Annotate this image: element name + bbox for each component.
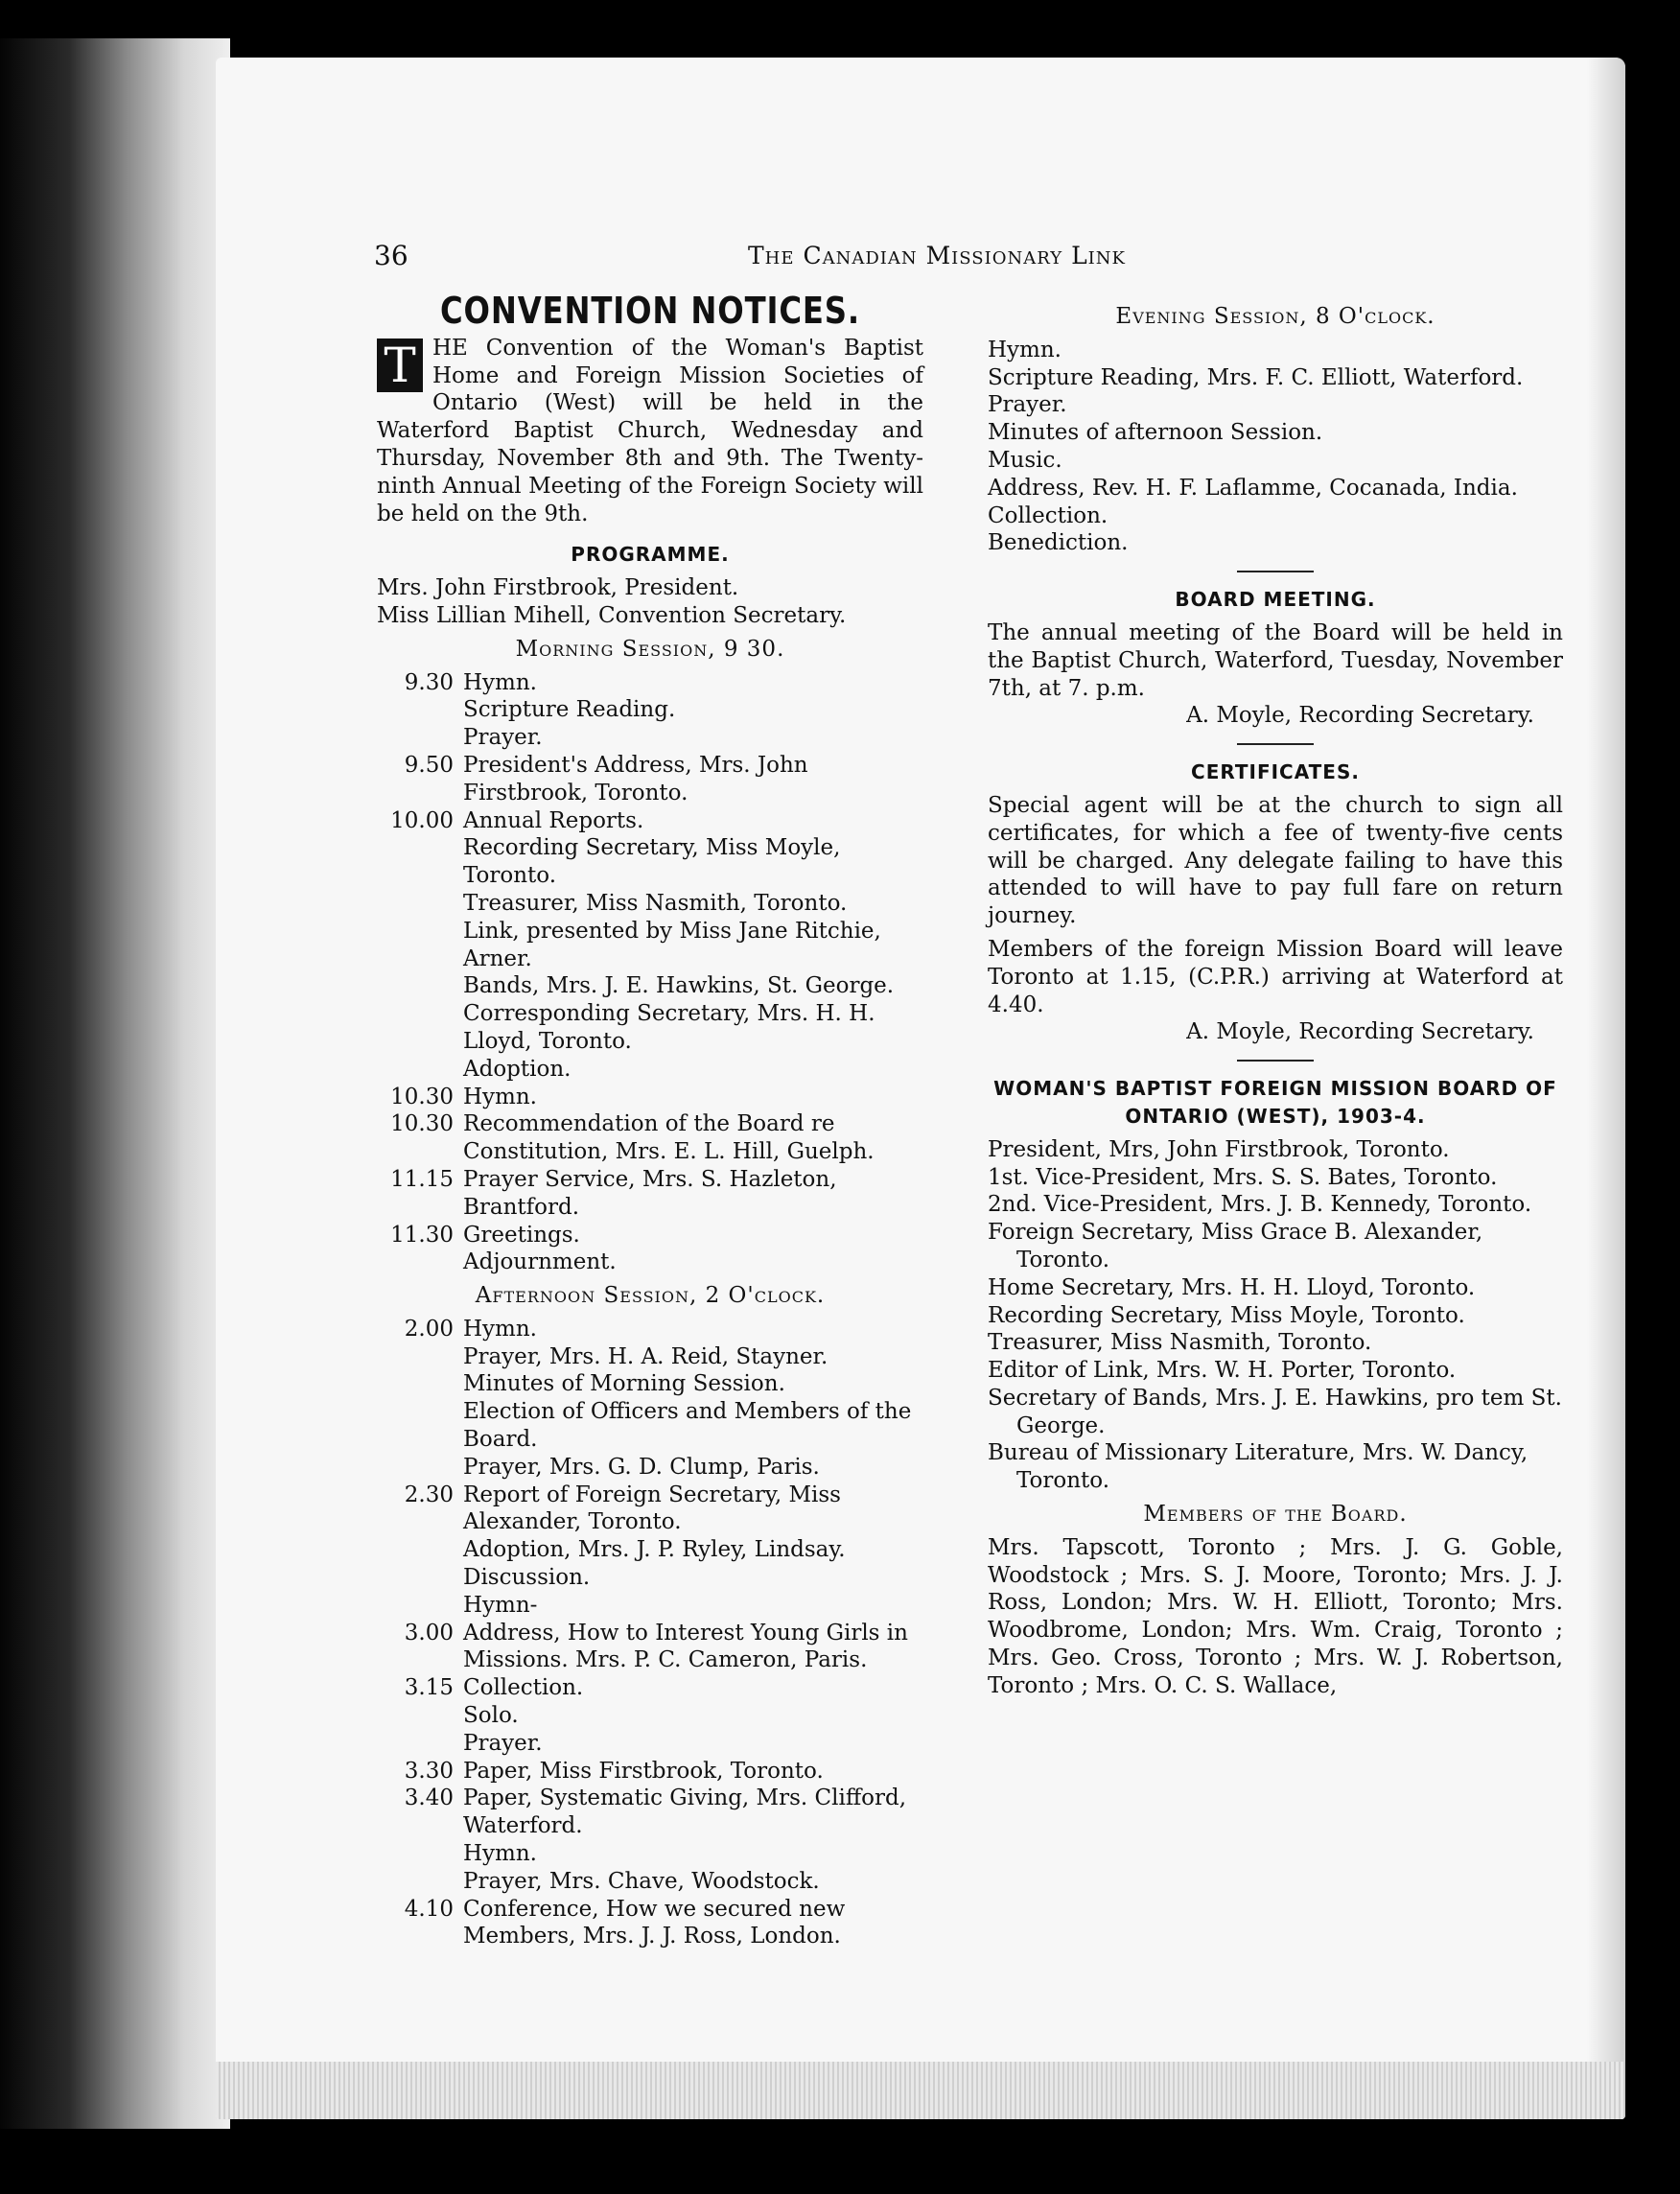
programme-text: Bands, Mrs. J. E. Hawkins, St. George. (463, 973, 895, 999)
programme-text: Collection. (463, 1675, 584, 1701)
programme-text: Link, presented by Miss Jane Ritchie, Arner. (463, 918, 881, 971)
certificates-text: Special agent will be at the church to sign all certificates, for which a fee of twenty-five cents will be charged. Any delegate failing to have this attended to will have to pay full fare on return journey. (988, 792, 1563, 929)
programme-text: Hymn- (463, 1592, 538, 1618)
book-page (216, 58, 1625, 2119)
afternoon-programme (377, 1316, 923, 1950)
book-spine (0, 38, 230, 2129)
programme-item (377, 1482, 923, 1537)
programme-item (377, 1166, 923, 1222)
officer-line: Foreign Secretary, Miss Grace B. Alexander, Toronto. (988, 1220, 1483, 1272)
programme-item (377, 1222, 923, 1249)
evening-item: Collection. (988, 502, 1108, 528)
programme-text: Hymn. (463, 669, 537, 695)
programme-text: Address, How to Interest Young Girls in Missions. Mrs. P. C. Cameron, Paris. (463, 1620, 908, 1673)
officer-line: Home Secretary, Mrs. H. H. Lloyd, Toronto. (988, 1274, 1476, 1300)
programme-text: Prayer. (463, 725, 543, 751)
programme-text: Paper, Miss Firstbrook, Toronto. (463, 1758, 824, 1784)
afternoon-session-heading: Afternoon Session, 2 O'clock. (475, 1283, 826, 1309)
programme-item (377, 724, 923, 752)
programme-item (377, 1620, 923, 1675)
programme-text: Adjournment. (463, 1249, 617, 1275)
evening-item: Music. (988, 447, 1062, 473)
programme-text: Hymn. (463, 1316, 537, 1342)
programme-time (377, 1702, 463, 1730)
programme-time (377, 1454, 463, 1482)
programme-item (377, 1056, 923, 1084)
right-column (988, 297, 1563, 1700)
programme-item (377, 1564, 923, 1592)
programme-time: 3.30 (404, 1758, 454, 1784)
programme-time (377, 972, 463, 1000)
programme-text: Annual Reports. (463, 807, 644, 833)
programme-text: Recording Secretary, Miss Moyle, Toronto. (463, 835, 841, 889)
programme-time: 10.30 (390, 1111, 454, 1137)
programme-item (377, 972, 923, 1000)
programme-item (377, 890, 923, 918)
programme-item (377, 1868, 923, 1896)
programme-time (377, 1868, 463, 1896)
programme-text: Scripture Reading. (463, 697, 676, 723)
convention-title: CONVENTION NOTICES. (439, 290, 861, 332)
page-edge-bottom (216, 2062, 1625, 2119)
programme-time: 4.10 (404, 1896, 454, 1922)
programme-time (377, 1000, 463, 1056)
evening-item: Address, Rev. H. F. Laflamme, Cocanada, India. (988, 475, 1518, 501)
programme-time: 2.00 (404, 1316, 454, 1342)
programme-item (377, 1249, 923, 1276)
programme-item (377, 918, 923, 973)
programme-time (377, 1536, 463, 1564)
programme-time: 11.30 (390, 1222, 454, 1248)
certificates-signature: A. Moyle, Recording Secretary. (1186, 1019, 1534, 1045)
programme-item (377, 1398, 923, 1454)
officers-list (988, 1136, 1563, 1495)
programme-time (377, 1592, 463, 1620)
programme-text: Prayer. (463, 1730, 543, 1756)
page-number: 36 (374, 240, 408, 271)
programme-text: Prayer, Mrs. H. A. Reid, Stayner. (463, 1343, 828, 1369)
programme-time (377, 1370, 463, 1398)
programme-time: 3.15 (404, 1675, 454, 1701)
programme-text: Adoption, Mrs. J. P. Ryley, Lindsay. (463, 1537, 846, 1563)
programme-text: Prayer, Mrs. G. D. Clump, Paris. (463, 1454, 820, 1480)
programme-time (377, 918, 463, 973)
programme-item (377, 752, 923, 807)
programme-time (377, 834, 463, 890)
programme-item (377, 1896, 923, 1951)
divider (1237, 743, 1314, 745)
programme-time (377, 1840, 463, 1868)
officer-line: 1st. Vice-President, Mrs. S. S. Bates, Toronto. (988, 1164, 1498, 1190)
officer-line: Editor of Link, Mrs. W. H. Porter, Toronto. (988, 1358, 1457, 1384)
programme-text: Paper, Systematic Giving, Mrs. Clifford, Waterford. (463, 1786, 907, 1839)
programme-item (377, 1454, 923, 1482)
officer-line: Bureau of Missionary Literature, Mrs. W. Dancy, Toronto. (988, 1440, 1528, 1494)
evening-item: Benediction. (988, 530, 1129, 556)
programme-text: Election of Officers and Members of the Board. (463, 1399, 912, 1453)
divider (1237, 571, 1314, 572)
evening-item: Minutes of afternoon Session. (988, 420, 1323, 446)
programme-time (377, 696, 463, 724)
programme-item (377, 1674, 923, 1702)
president-line: Mrs. John Firstbrook, President. (377, 575, 739, 601)
programme-item (377, 834, 923, 890)
evening-item: Hymn. (988, 337, 1062, 362)
programme-text: Discussion. (463, 1565, 591, 1591)
programme-text: Hymn. (463, 1841, 537, 1867)
programme-time (377, 1564, 463, 1592)
evening-item: Scripture Reading, Mrs. F. C. Elliott, Waterford. (988, 364, 1524, 390)
programme-text: Adoption. (463, 1056, 572, 1082)
programme-text: Report of Foreign Secretary, Miss Alexander, Toronto. (463, 1482, 841, 1535)
programme-text: Prayer Service, Mrs. S. Hazleton, Brantford. (463, 1166, 837, 1220)
programme-text: Greetings. (463, 1222, 580, 1248)
board-meeting-text: The annual meeting of the Board will be held in the Baptist Church, Waterford, Tuesday, November 7th, at 7. p.m. (988, 619, 1563, 701)
certificates-heading: CERTIFICATES. (1191, 760, 1360, 784)
programme-item (377, 1343, 923, 1371)
programme-text: Minutes of Morning Session. (463, 1371, 785, 1397)
programme-time (377, 724, 463, 752)
programme-text: Conference, How we secured new Members, Mrs. J. J. Ross, London. (463, 1896, 846, 1949)
officer-line: Secretary of Bands, Mrs. J. E. Hawkins, pro tem St. George. (988, 1385, 1562, 1438)
programme-item (377, 669, 923, 697)
board-meeting-signature: A. Moyle, Recording Secretary. (1186, 703, 1534, 729)
programme-time: 3.40 (404, 1786, 454, 1811)
programme-time: 9.50 (404, 752, 454, 778)
left-column (377, 290, 923, 1950)
intro-paragraph (377, 335, 923, 528)
programme-item (377, 1000, 923, 1056)
members-heading: Members of the Board. (1143, 1502, 1408, 1528)
officer-line: Treasurer, Miss Nasmith, Toronto. (988, 1330, 1372, 1356)
programme-time (377, 1398, 463, 1454)
officer-line: Recording Secretary, Miss Moyle, Toronto. (988, 1302, 1465, 1328)
programme-item (377, 1785, 923, 1840)
programme-item (377, 1536, 923, 1564)
programme-time: 11.15 (390, 1166, 454, 1192)
page-edge-right (1587, 58, 1625, 2119)
divider (1237, 1060, 1314, 1062)
morning-session-heading: Morning Session, 9 30. (515, 636, 785, 662)
programme-item (377, 1758, 923, 1786)
programme-time (377, 1343, 463, 1371)
programme-text: President's Address, Mrs. John Firstbrook, Toronto. (463, 752, 808, 805)
programme-item (377, 696, 923, 724)
programme-item (377, 1110, 923, 1166)
programme-time (377, 1730, 463, 1758)
programme-time: 2.30 (404, 1482, 454, 1507)
programme-text: Hymn. (463, 1084, 537, 1109)
programme-time: 10.30 (390, 1084, 454, 1109)
programme-time: 3.00 (404, 1620, 454, 1646)
officer-line: President, Mrs, John Firstbrook, Toronto. (988, 1136, 1450, 1162)
evening-session-heading: Evening Session, 8 O'clock. (1115, 304, 1435, 329)
secretary-line: Miss Lillian Mihell, Convention Secretary. (377, 602, 847, 628)
dropcap: T (377, 338, 423, 392)
programme-item (377, 1316, 923, 1343)
programme-item (377, 1592, 923, 1620)
intro-text: HE Convention of the Woman's Baptist Home and Foreign Mission Societies of Ontario (West) will be held in the Waterford Baptist Church, Wednesday and Thursday, November 8th and 9th. The Twenty-ninth Annual Meeting of the Foreign Society will be held on the 9th. (377, 335, 923, 526)
programme-time (377, 890, 463, 918)
programme-text: Solo. (463, 1703, 519, 1729)
programme-text: Prayer, Mrs. Chave, Woodstock. (463, 1868, 820, 1894)
evening-item: Prayer. (988, 392, 1067, 418)
programme-item (377, 807, 923, 835)
evening-programme (988, 337, 1563, 557)
officer-line: 2nd. Vice-President, Mrs. J. B. Kennedy, Toronto. (988, 1192, 1532, 1218)
programme-time (377, 1056, 463, 1084)
board-officers-heading: WOMAN'S BAPTIST FOREIGN MISSION BOARD OF ONTARIO (WEST), 1903-4. (993, 1077, 1557, 1128)
programme-item (377, 1084, 923, 1111)
programme-item (377, 1730, 923, 1758)
programme-time (377, 1249, 463, 1276)
programme-text: Corresponding Secretary, Mrs. H. H. Lloyd, Toronto. (463, 1001, 875, 1054)
board-meeting-heading: BOARD MEETING. (1175, 588, 1376, 612)
programme-text: Treasurer, Miss Nasmith, Toronto. (463, 890, 848, 916)
programme-time: 10.00 (390, 807, 454, 833)
programme-item (377, 1702, 923, 1730)
programme-item (377, 1370, 923, 1398)
morning-programme (377, 669, 923, 1277)
running-title: The Canadian Missionary Link (748, 242, 1126, 269)
programme-item (377, 1840, 923, 1868)
programme-text: Recommendation of the Board re Constitution, Mrs. E. L. Hill, Guelph. (463, 1111, 875, 1165)
members-text: Mrs. Tapscott, Toronto ; Mrs. J. G. Goble, Woodstock ; Mrs. S. J. Moore, Toronto; Mrs. J. J. Ross, London; Mrs. W. H. Elliott, Toronto; Mrs. Woodbrome, London; Mrs. Wm. Craig, Toronto ; Mrs. Geo. Cross, Toronto ; Mrs. W. J. Robertson, Toronto ; Mrs. O. C. S. Wallace, (988, 1534, 1563, 1698)
travel-text: Members of the foreign Mission Board will leave Toronto at 1.15, (C.P.R.) arriving at Waterford at 4.40. (988, 936, 1563, 1017)
programme-heading: PROGRAMME. (571, 543, 730, 567)
programme-time: 9.30 (404, 669, 454, 695)
